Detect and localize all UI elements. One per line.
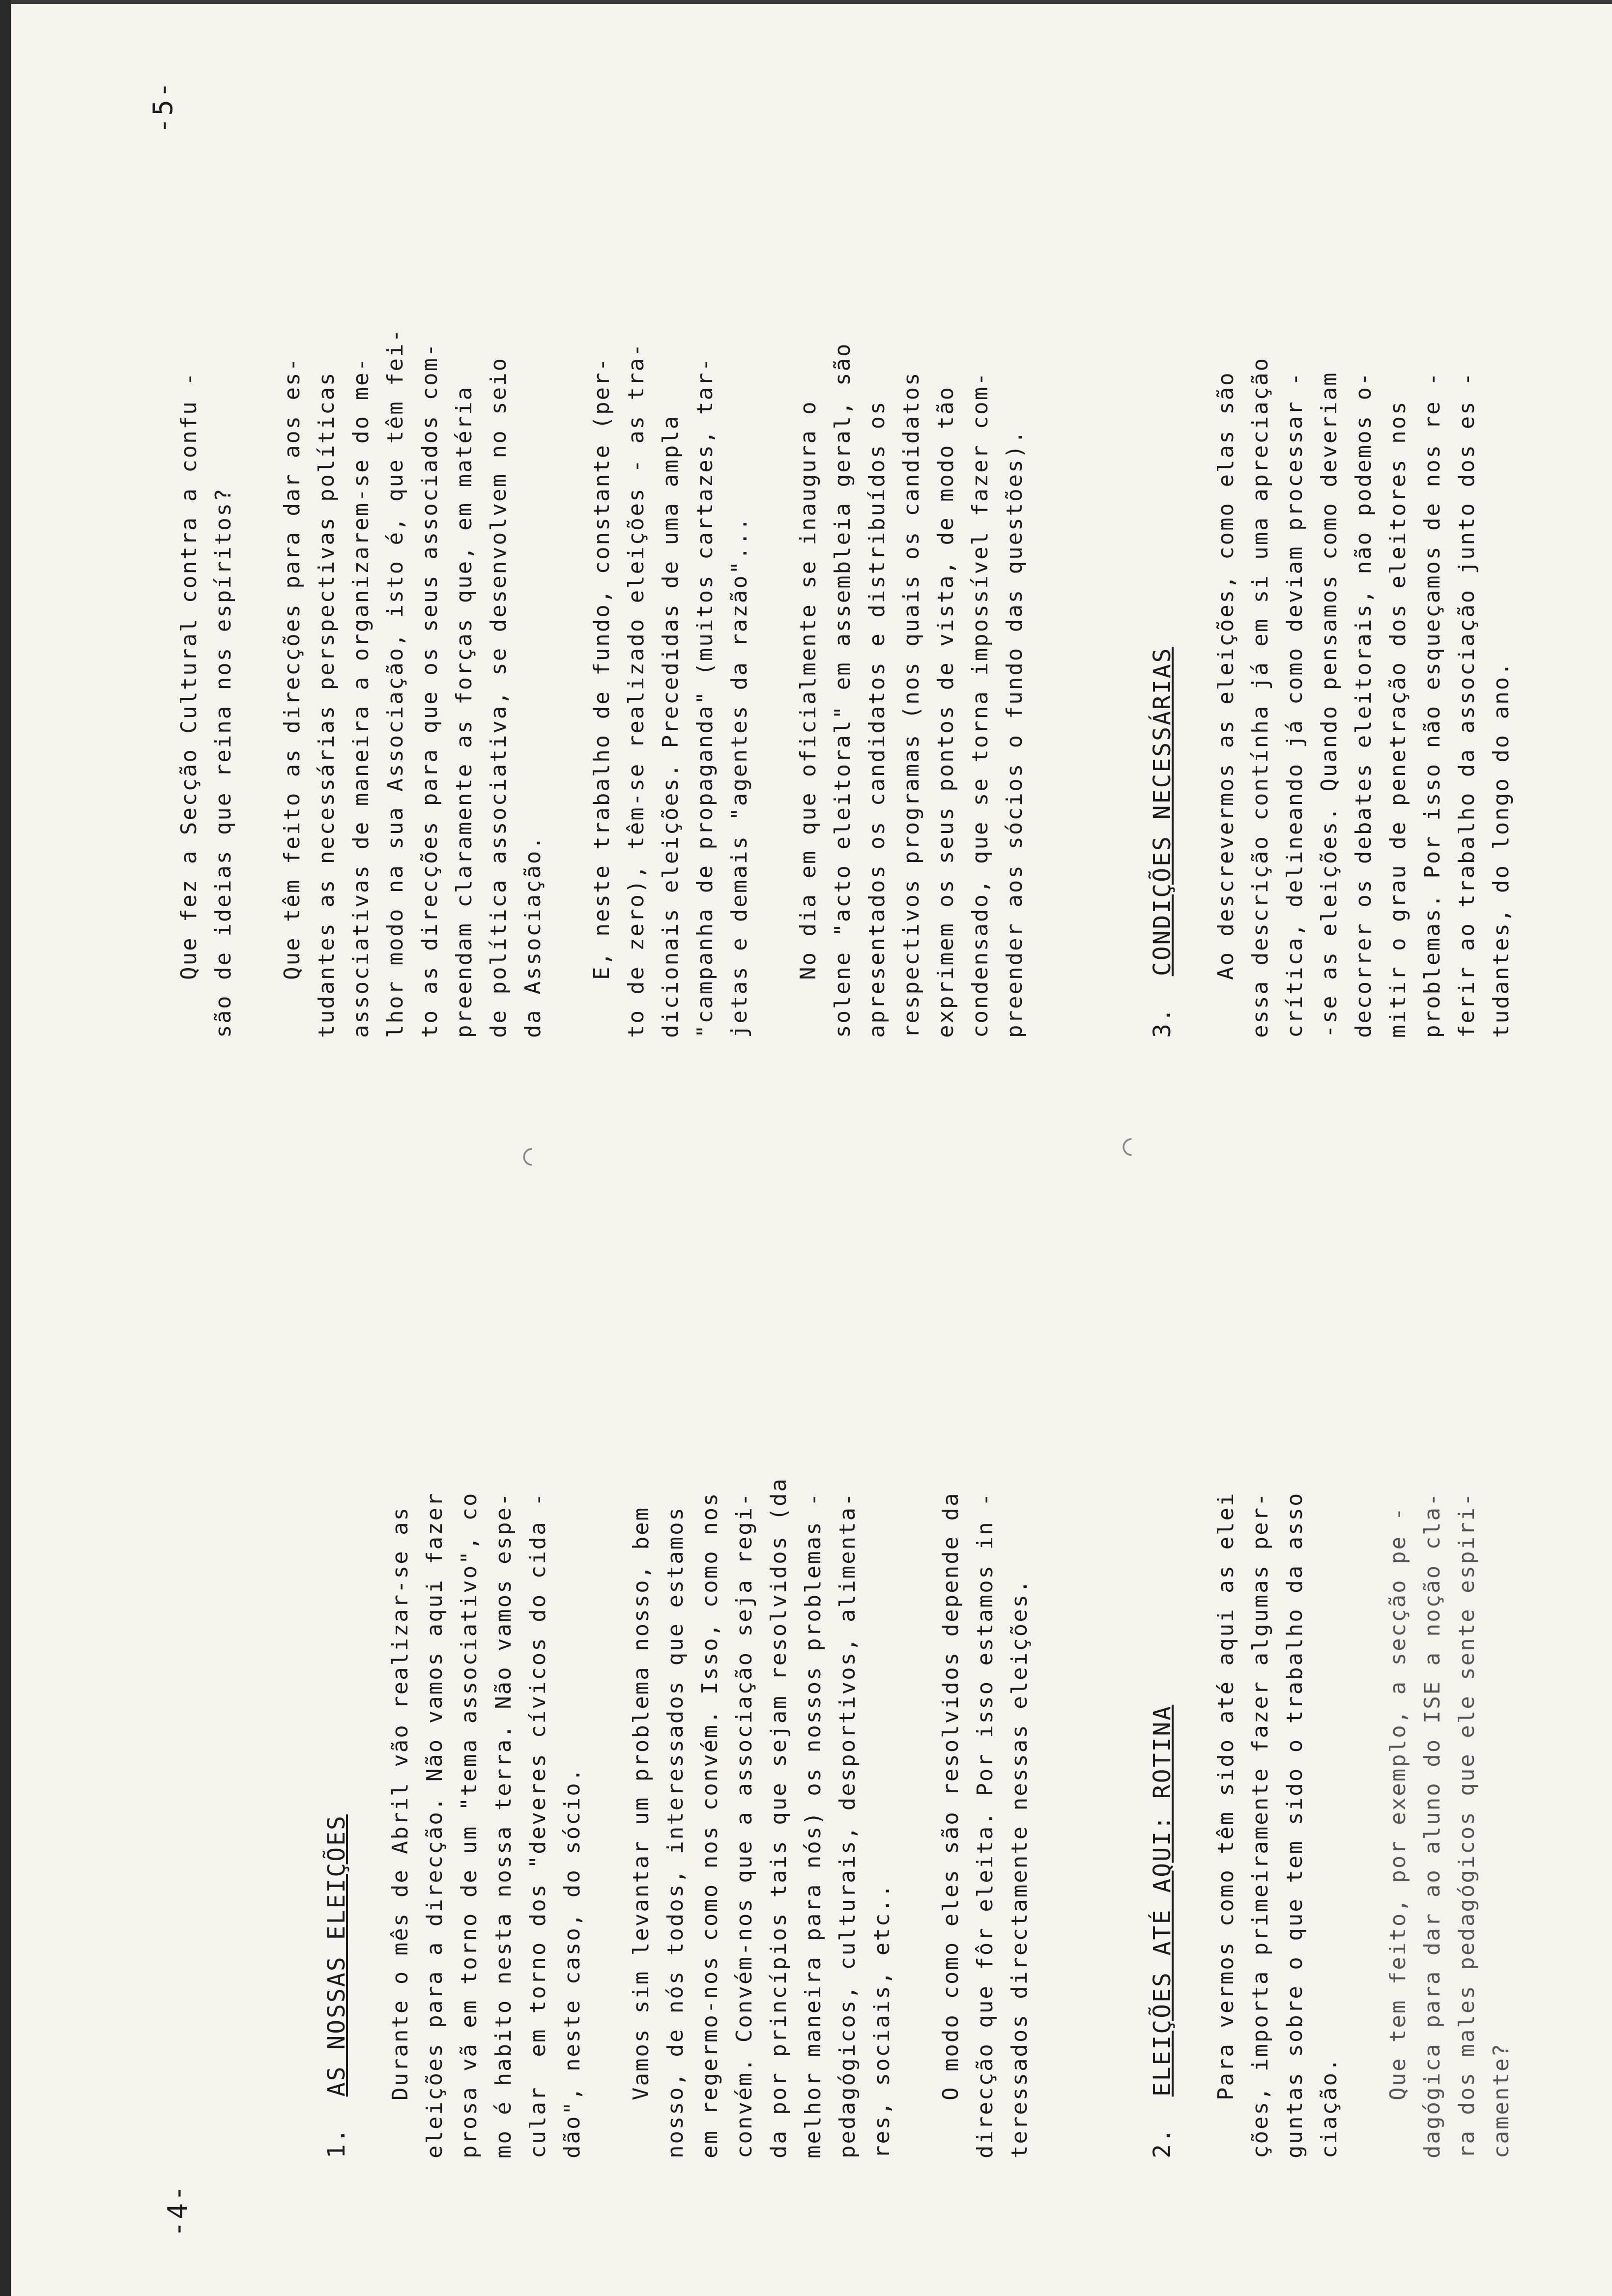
scan-mark: ⌒ [1111, 1138, 1145, 1156]
section-3-paragraph-1: Ao descrevermos as eleições, como elas são essa descrição contínha já em si uma apreciação crítica, delineando já como deviam processar - -se as eleições. Quando pensamos como deveriam decorrer os debates eleitorais, não podemos o- mitir o grau de penetração dos eleitores nos problemas. Por isso não esqueçamos de nos re - ferir ao trabalho da associação junto dos es - tudantes, do longo do ano. [1213, 356, 1514, 1038]
page-5-column [172, 104, 1066, 1038]
section-1-title: AS NOSSAS ELEIÇÕES [323, 1814, 350, 2097]
section-2-title: ELEIÇÕES ATÉ AQUI: ROTINA [1149, 1704, 1176, 2097]
page-4-column [319, 1141, 1071, 2158]
section-1-number: 1. [323, 2127, 350, 2158]
section-2-number: 2. [1149, 2127, 1176, 2158]
section-1-heading [319, 1141, 354, 2158]
page-4-section-2 [1145, 1141, 1553, 2158]
page-5-paragraph-1: Que fez a Secção Cultural contra a confu - são de ideias que reina nos espíritos? [176, 371, 236, 1038]
section-3-title: CONDIÇÕES NECESSÁRIAS [1149, 647, 1176, 976]
page-5-section-3 [1145, 104, 1519, 1038]
page-number-right: -5- [147, 80, 178, 134]
section-1-paragraph-2: Vamos sim levantar um problema nosso, bem nosso, de nós todos, interessados que estamos em regermo-nos como nos convém. Isso, como nos convém. Convém-nos que a associação seja regi- da por princípios tais que sejam resolvidos (da melhor maneira para nós) os nossos problemas - pedagógicos, culturais, desportivos, alimenta- res, sociais, etc.. [629, 1477, 894, 2158]
section-1-paragraph-3: O modo como eles são resolvidos depende da direcção que fôr eleita. Por isso estamos in - teressados directamente nessas eleições. [938, 1492, 1032, 2158]
page-number-left: -4- [162, 2183, 193, 2237]
section-1-paragraph-1: Durante o mês de Abril vão realizar-se as eleições para a direcção. Não vamos aqui fazer prosa vã em torno de um "tema associativo", co mo é habito nesta nossa terra. Não vamos espe- cular em torno dos "deveres cívicos do cida - dão", neste caso, do sócio. [388, 1492, 585, 2158]
page-5-paragraph-2: Que têm feito as direcções para dar aos es- tudantes as necessárias perspectivas políticas associativas de maneira a organizarem-se do me- lhor modo na sua Associação, isto é, que têm fei- to as direcções para que os seus associados com- preendam claramente as forças que, em matéria de política associativa, se desenvolvem no seio da Associação. [280, 327, 546, 1038]
scan-mark: ⌒ [511, 1148, 546, 1166]
section-2-heading [1145, 1141, 1180, 2158]
page-5-paragraph-3: E, neste trabalho de fundo, constante (per- to de zero), têm-se realizado eleições - as tra- dicionais eleições. Precedidas de uma ampla "campanha de propaganda" (muitos cartazes, tar- jetas e demais "agentes da razão"... [589, 342, 752, 1038]
page-5-paragraph-4: No dia em que oficialmente se inaugura o solene "acto eleitoral" em assembleia geral, são apresentados os candidatos e distribuídos os respectivos programas (nos quais os candidatos exprimem os seus pontos de vista, de modo tão condensado, que se torna impossível fazer com- preender aos sócios o fundo das questões). [796, 342, 1027, 1038]
section-2-paragraph-1: Para vermos como têm sido até aqui as elei ções, importa primeiramente fazer algumas per- guntas sobre o que tem sido o trabalho da asso ciação. [1213, 1492, 1342, 2158]
section-2-paragraph-2: Que tem feito, por exemplo, a secção pe - dagógica para dar ao aluno do ISE a noção cla- ra dos males pedagógicos que ele sente espiri- camente? [1385, 1492, 1514, 2158]
section-3-heading [1145, 104, 1180, 1038]
section-3-number: 3. [1149, 1006, 1176, 1038]
